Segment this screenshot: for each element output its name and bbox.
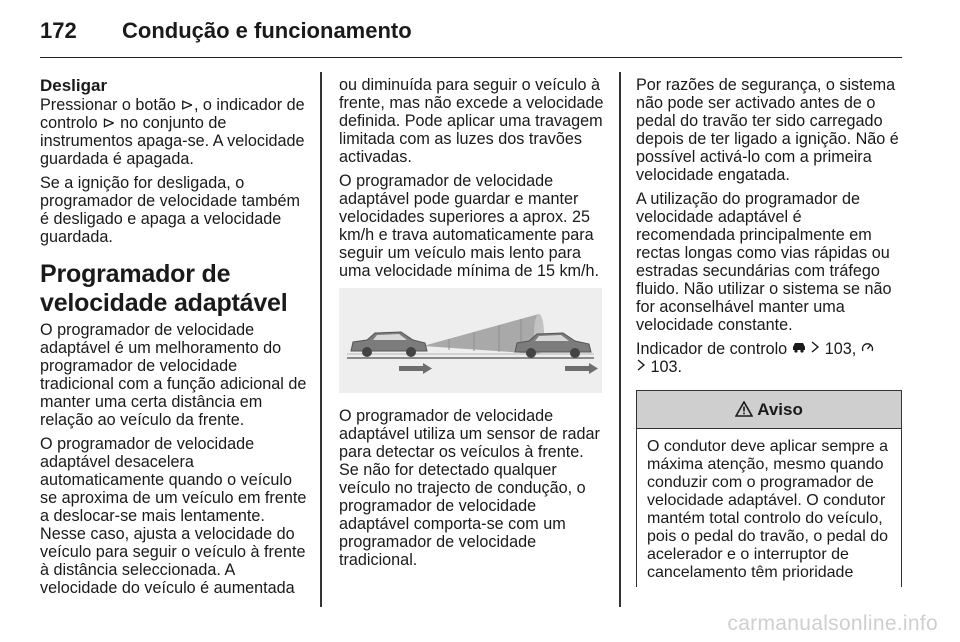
watermark: carmanualsonline.info <box>727 612 938 635</box>
paragraph: ou diminuída para seguir o veículo à frente, mas não excede a velocidade definida. Pode aplicar uma travagem limitada com as luzes dos travões activadas. <box>339 76 604 166</box>
cruise-icon <box>861 340 874 358</box>
column-2 <box>339 76 605 575</box>
rear-car <box>351 332 427 357</box>
warning-triangle-icon <box>735 400 757 419</box>
paragraph: Se a ignição for desligada, o programador de velocidade também é desligado e apaga a velocidade guardada. <box>40 174 301 246</box>
column-1 <box>40 76 308 603</box>
indicator-label: Indicador de controlo <box>636 340 788 358</box>
page-reference[interactable]: 103, <box>824 340 857 358</box>
column-divider <box>619 72 621 607</box>
direction-arrow <box>399 363 432 374</box>
direction-arrow <box>565 363 598 374</box>
control-indicator-line <box>636 340 904 376</box>
page-ref-icon <box>810 340 820 358</box>
paragraph: O programador de velocidade adaptável é um melhoramento do programador de velocidade tradicional com a função adicional de manter uma certa distância em relação ao veículo da frente. <box>40 321 307 429</box>
column-3 <box>636 76 904 587</box>
page-header <box>40 16 902 58</box>
column-divider <box>320 72 322 607</box>
warning-header <box>637 391 901 429</box>
page-reference[interactable]: 103. <box>650 358 683 376</box>
paragraph: A utilização do programador de velocidade adaptável é recomendada principalmente em rectas longas como vias rápidas ou estradas secundárias com tráfego fluido. Não utilizar o sistema se não for aconselhável manter uma velocidade constante. <box>636 190 892 334</box>
paragraph: Por razões de segurança, o sistema não pode ser activado antes de o pedal do travão ter sido carregado depois de ter ligado a ignição. Não é possível activá-lo com a primeira velocidade engatada. <box>636 76 899 184</box>
warning-text: O condutor deve aplicar sempre a máxima atenção, mesmo quando conduzir com o programador de velocidade adaptável. O condutor mantém total controlo do veículo, pois o pedal do travão, o pedal do acelerador e o interruptor de cancelamento têm prioridade <box>647 438 889 581</box>
section-subheading: Desligar <box>40 76 108 95</box>
radar-illustration <box>339 288 602 393</box>
page-ref-icon <box>636 358 646 376</box>
warning-box <box>636 390 902 587</box>
paragraph: O programador de velocidade adaptável utiliza um sensor de radar para detectar os veículos à frente. Se não for detectado qualquer veículo no trajecto de condução, o programador de velocidade adaptável comporta-se com um programador de velocidade tradicional. <box>339 407 600 569</box>
page-number: 172 <box>40 18 77 43</box>
paragraph: Pressionar o botão ⊳, o indicador de controlo ⊳ no conjunto de instrumentos apaga-se. A velocidade guardada é apagada. <box>40 96 305 168</box>
radar-diagram <box>339 288 602 393</box>
paragraph: O programador de velocidade adaptável pode guardar e manter velocidades superiores a aprox. 25 km/h e trava automaticamente para seguir um veículo mais lento para uma velocidade mínima de 15 km/h. <box>339 172 600 280</box>
warning-title: Aviso <box>757 400 803 419</box>
paragraph: O programador de velocidade adaptável desacelera automaticamente quando o veículo se aproxima de um veículo em frente a deslocar-se mais lentamente. Nesse caso, ajusta a velocidade do veículo para seguir o veículo à frente à distância seleccionada. A velocidade do veículo é aumentada <box>40 435 307 597</box>
chapter-title: Condução e funcionamento <box>122 18 412 43</box>
section-heading: Programador de velocidade adaptável <box>40 260 288 317</box>
car-icon <box>792 340 806 358</box>
